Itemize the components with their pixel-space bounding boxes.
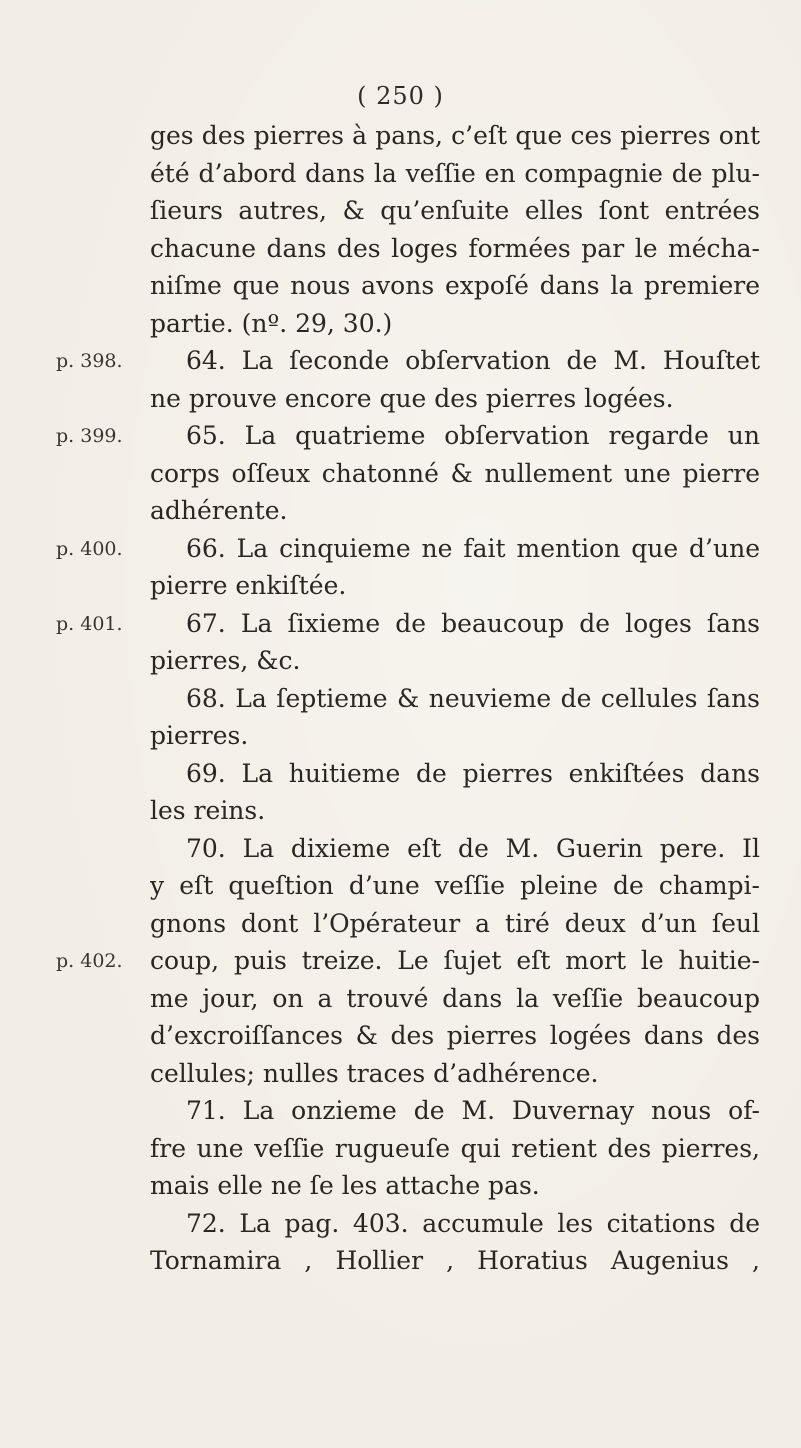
text-line: 70. La dixieme eſt de M. Guerin pere. Il	[186, 833, 760, 863]
text-line: pierres.	[150, 721, 249, 750]
text-line: 66. La cinquieme ne fait mention que d’une	[186, 533, 760, 563]
page-number: ( 250 )	[357, 82, 444, 110]
text-line: 65. La quatrieme obſervation regarde un	[186, 421, 760, 450]
margin-page-reference: p. 400.	[56, 537, 123, 560]
text-line: corps oſſeux chatonné & nullement une pierre	[150, 458, 760, 488]
text-line: mais elle ne ſe les attache pas.	[150, 1171, 540, 1200]
text-line: 72. La pag. 403. accumule les citations de	[186, 1208, 760, 1238]
text-line: chacune dans des loges formées par le mécha-	[150, 233, 760, 263]
text-line: coup, puis treize. Le ſujet eſt mort le huitie-	[150, 946, 760, 975]
text-line: pierres, &c.	[150, 646, 301, 675]
text-line: 64. La ſeconde obſervation de M. Houſtet	[186, 346, 760, 375]
text-line: ges des pierres à pans, c’eſt que ces pierres ont	[150, 121, 760, 150]
text-line: ſieurs autres, & qu’enſuite elles ſont entrées	[150, 196, 760, 225]
text-line: niſme que nous avons expoſé dans la premiere	[150, 271, 760, 300]
text-line: Tornamira , Hollier , Horatius Augenius ,	[150, 1246, 760, 1275]
margin-page-reference: p. 401.	[56, 612, 123, 635]
text-line: fre une veſſie rugueuſe qui retient des pierres,	[150, 1133, 760, 1163]
text-line: gnons dont l’Opérateur a tiré deux d’un ſeul	[150, 908, 760, 938]
text-line: été d’abord dans la veſſie en compagnie de plu-	[150, 158, 760, 188]
margin-page-reference: p. 402.	[56, 950, 123, 972]
text-line: pierre enkiſtée.	[150, 571, 347, 600]
text-line: partie. (nº. 29, 30.)	[150, 308, 393, 338]
text-line: 69. La huitieme de pierres enkiſtées dans	[186, 758, 760, 788]
text-line: me jour, on a trouvé dans la veſſie beaucoup	[150, 983, 760, 1013]
text-line: cellules; nulles traces d’adhérence.	[150, 1058, 599, 1088]
body-text	[150, 117, 760, 1280]
text-line: d’excroiſſances & des pierres logées dans des	[150, 1021, 760, 1050]
text-line: les reins.	[150, 796, 266, 825]
text-line: 68. La ſeptieme & neuvieme de cellules ſans	[186, 683, 760, 713]
text-line: 71. La onzieme de M. Duvernay nous of-	[186, 1096, 760, 1125]
text-line: ne prouve encore que des pierres logées.	[150, 383, 674, 413]
margin-page-reference: p. 399.	[56, 425, 123, 447]
text-line: y eſt queſtion d’une veſſie pleine de champi-	[150, 871, 760, 900]
text-line: adhérente.	[150, 496, 288, 525]
margin-page-reference: p. 398.	[56, 350, 123, 372]
text-line: 67. La ſixieme de beaucoup de loges ſans	[186, 608, 760, 638]
